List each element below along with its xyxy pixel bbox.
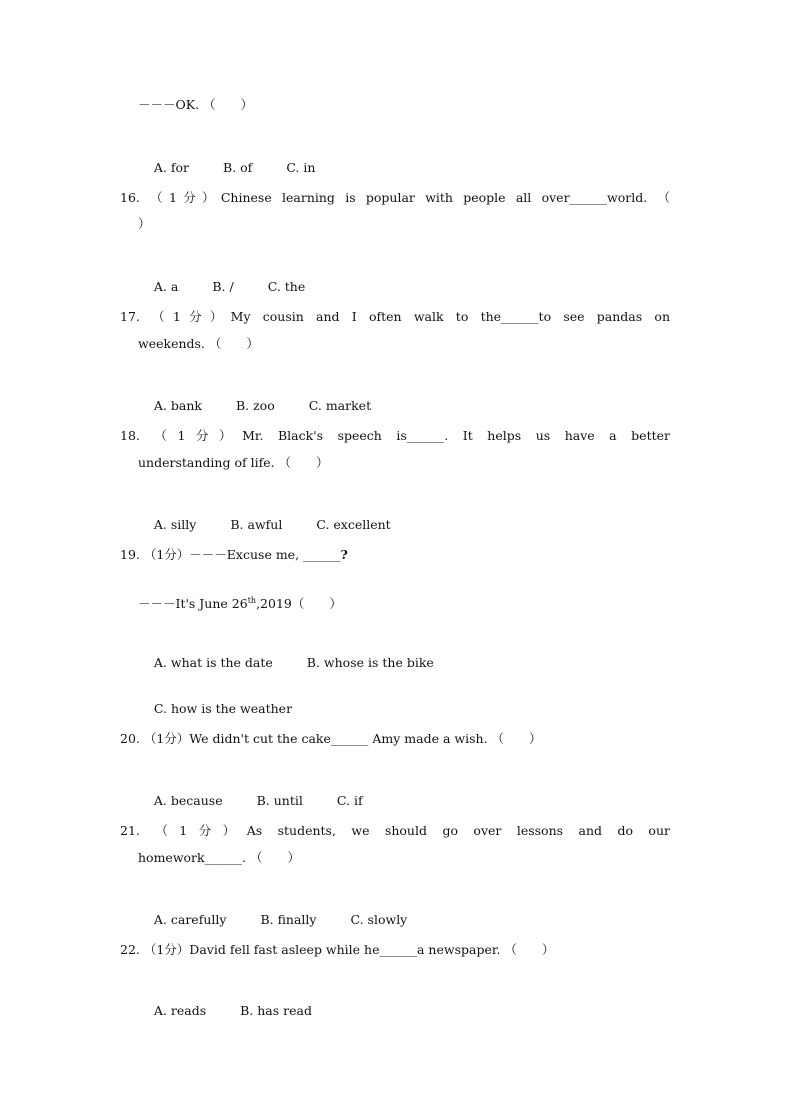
q16-question: 16. （1分）Chinese learning is popular with people all over______world. （ [120, 190, 670, 205]
q22-question: 22. （1分）David fell fast asleep while he______a newspaper. （ ） [120, 942, 555, 957]
q17-options [138, 382, 405, 430]
q19-answer-sup: th [247, 596, 257, 605]
q21-option-c[interactable]: C. slowly [350, 912, 408, 927]
q19-answer-pre: －－－It's June 26 [138, 596, 248, 611]
q18-options [138, 501, 425, 549]
q22-options [138, 987, 346, 1035]
q19-question [120, 547, 348, 563]
q21-option-a[interactable]: A. carefully [153, 912, 227, 927]
q19-option-a[interactable]: A. what is the date [153, 655, 273, 670]
q16-question-cont: ） [138, 216, 151, 231]
q18-option-a[interactable]: A. silly [153, 517, 197, 532]
q15-option-c[interactable]: C. in [286, 160, 316, 175]
q17-option-c[interactable]: C. market [308, 398, 372, 413]
q19-answer-post: ,2019（ ） [256, 596, 342, 611]
q21-question: 21. （1分）As students, we should go over lessons and do our [120, 823, 670, 838]
q16-options [138, 263, 339, 311]
q16-option-b[interactable]: B. / [212, 279, 234, 294]
q19-option-b[interactable]: B. whose is the bike [306, 655, 434, 670]
q16-option-c[interactable]: C. the [267, 279, 306, 294]
q18-question-cont: understanding of life. （ ） [138, 455, 329, 470]
q15-answer-line: －－－OK. （ ） [138, 97, 254, 112]
q18-option-c[interactable]: C. excellent [316, 517, 391, 532]
q15-option-b[interactable]: B. of [223, 160, 253, 175]
q22-option-a[interactable]: A. reads [153, 1003, 207, 1018]
q15-options [138, 144, 349, 192]
q20-options [138, 777, 397, 825]
q17-option-a[interactable]: A. bank [153, 398, 202, 413]
q18-question: 18. （1分）Mr. Black's speech is______. It helps us have a better [120, 428, 670, 443]
q19-question-mark: ? [340, 547, 348, 562]
q19-question-text: 19. （1分）－－－Excuse me, ______ [120, 547, 341, 562]
q21-question-cont: homework______. （ ） [138, 850, 301, 865]
q20-option-b[interactable]: B. until [256, 793, 303, 808]
q21-options [138, 896, 441, 944]
q19-option-c[interactable]: C. how is the weather [153, 701, 293, 716]
q20-question: 20. （1分）We didn't cut the cake______ Amy made a wish. （ ） [120, 731, 542, 746]
q20-option-a[interactable]: A. because [153, 793, 223, 808]
q16-option-a[interactable]: A. a [153, 279, 179, 294]
q20-option-c[interactable]: C. if [336, 793, 363, 808]
q21-option-b[interactable]: B. finally [260, 912, 317, 927]
q22-option-b[interactable]: B. has read [240, 1003, 312, 1018]
q15-option-a[interactable]: A. for [153, 160, 190, 175]
q19-options-row2 [138, 685, 326, 733]
q17-option-b[interactable]: B. zoo [235, 398, 275, 413]
q17-question: 17. （1分）My cousin and I often walk to the______to see pandas on [120, 309, 670, 324]
q17-question-cont: weekends. （ ） [138, 336, 259, 351]
q19-answer-line [138, 593, 342, 612]
q18-option-b[interactable]: B. awful [230, 517, 283, 532]
q19-options-row1 [138, 639, 468, 687]
